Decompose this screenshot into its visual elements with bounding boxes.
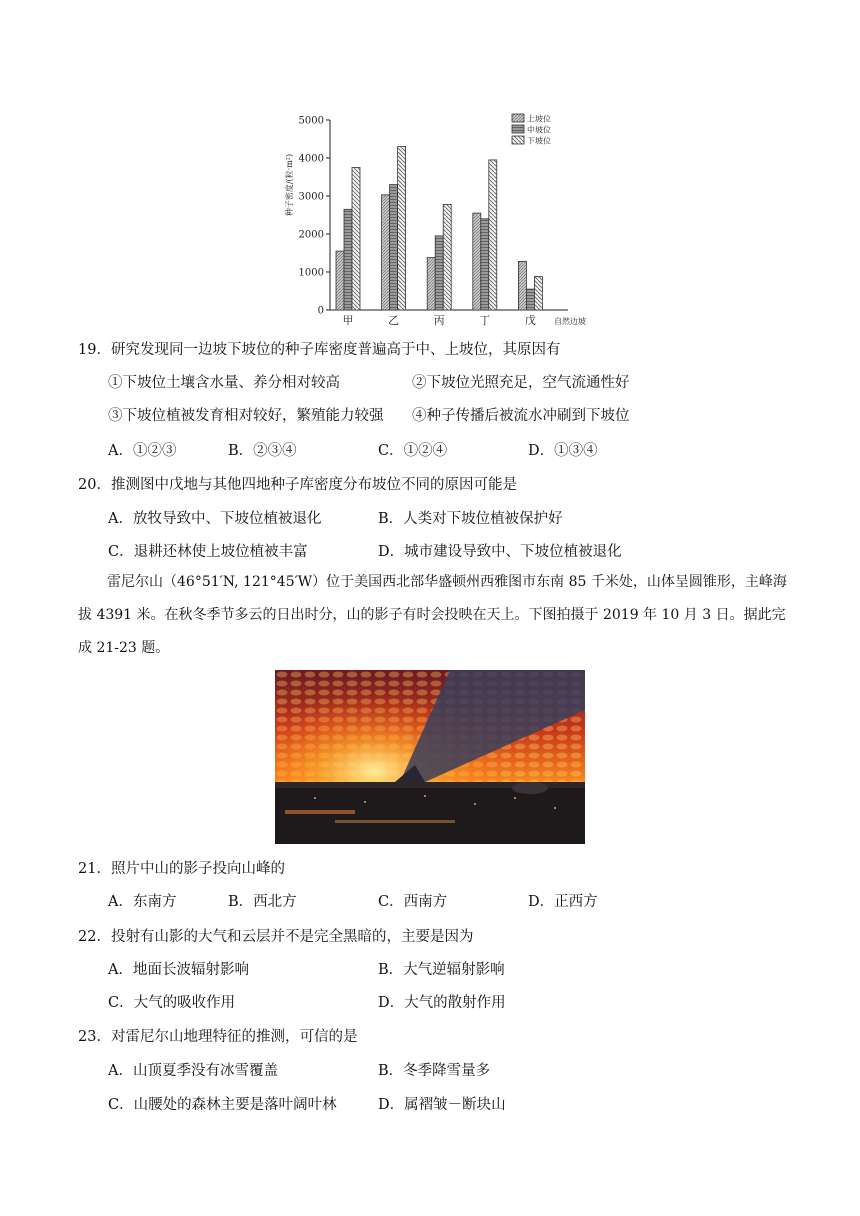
q21-option-a[interactable]: A．东南方	[108, 894, 177, 910]
q21-option-b[interactable]: B．西北方	[228, 894, 297, 910]
bar-丁-上坡位	[473, 213, 481, 310]
y-tick-label: 0	[317, 305, 324, 317]
y-tick-label: 5000	[298, 115, 324, 127]
bar-丁-下坡位	[489, 160, 497, 310]
q19-stem: 19．研究发现同一边坡下坡位的种子库密度普遍高于中、上坡位，其原因有	[78, 342, 561, 358]
legend-swatch	[512, 136, 524, 144]
q19-option-a[interactable]: A．①②③	[108, 443, 177, 459]
bar-甲-上坡位	[336, 251, 344, 310]
q20-option-a[interactable]: A．放牧导致中、下坡位植被退化	[108, 511, 322, 527]
q19-statement-4: ④种子传播后被流水冲刷到下坡位	[412, 408, 630, 424]
q19-option-d[interactable]: D．①③④	[528, 443, 598, 459]
y-tick-label: 1000	[298, 267, 324, 279]
q20-option-b[interactable]: B．人类对下坡位植被保护好	[378, 511, 563, 527]
bar-戊-上坡位	[518, 261, 526, 310]
q19-statement-2: ②下坡位光照充足，空气流通性好	[412, 375, 630, 391]
x-category-label: 丁	[479, 314, 491, 327]
q22-option-b[interactable]: B．大气逆辐射影响	[378, 962, 505, 978]
bar-丙-上坡位	[427, 258, 435, 310]
x-category-label: 丙	[433, 314, 445, 327]
q22-option-c[interactable]: C．大气的吸收作用	[108, 995, 236, 1011]
seed-density-chart	[278, 108, 594, 330]
q21-option-c[interactable]: C．西南方	[378, 894, 448, 910]
legend-swatch	[512, 125, 524, 133]
q21-option-d[interactable]: D．正西方	[528, 894, 598, 910]
reading-passage: 雷尼尔山（46°51′N, 121°45′W）位于美国西北部华盛顿州西雅图市东南 85 千米处，山体呈圆锥形，主峰海拔 4391 米。在秋冬季节多云的日出时分，山的影子有时会投映在天上。下图拍摄于 2019 年 10 月 3 日。据此完成 21-23 题。	[78, 574, 787, 656]
x-category-label: 甲	[342, 314, 354, 327]
y-tick-label: 3000	[298, 191, 324, 203]
q20-stem: 20．推测图中戊地与其他四地种子库密度分布坡位不同的原因可能是	[78, 477, 517, 493]
y-axis-label: 种子密度/(粒·m²)	[285, 153, 294, 217]
q20-option-d[interactable]: D．城市建设导致中、下坡位植被退化	[378, 544, 622, 560]
q19-statement-3: ③下坡位植被发育相对较好，繁殖能力较强	[108, 408, 384, 424]
y-tick-label: 4000	[298, 153, 324, 165]
legend-label: 下坡位	[527, 136, 551, 146]
bar-乙-上坡位	[382, 195, 390, 310]
bar-乙-下坡位	[398, 147, 406, 310]
q19-option-b[interactable]: B．②③④	[228, 443, 297, 459]
bar-甲-下坡位	[352, 168, 360, 311]
q23-stem: 23．对雷尼尔山地理特征的推测，可信的是	[78, 1029, 358, 1045]
chart-svg	[278, 108, 594, 330]
x-extra-label: 自然边坡	[554, 317, 586, 326]
q22-option-d[interactable]: D．大气的散射作用	[378, 995, 506, 1011]
q23-option-d[interactable]: D．属褶皱－断块山	[378, 1097, 506, 1113]
bar-戊-下坡位	[534, 277, 542, 310]
q19-option-c[interactable]: C．①②④	[378, 443, 448, 459]
bar-甲-中坡位	[344, 209, 352, 310]
q21-stem: 21．照片中山的影子投向山峰的	[78, 861, 285, 877]
bar-乙-中坡位	[390, 185, 398, 310]
legend-label: 中坡位	[527, 125, 551, 135]
x-category-label: 乙	[388, 314, 400, 327]
legend-label: 上坡位	[527, 114, 551, 124]
q23-option-b[interactable]: B．冬季降雪量多	[378, 1063, 491, 1079]
bar-丙-中坡位	[435, 236, 443, 310]
bar-丙-下坡位	[443, 204, 451, 310]
bar-丁-中坡位	[481, 219, 489, 310]
q22-option-a[interactable]: A．地面长波辐射影响	[108, 962, 249, 978]
y-tick-label: 2000	[298, 229, 324, 241]
x-category-label: 戊	[524, 314, 536, 327]
q20-option-c[interactable]: C．退耕还林使上坡位植被丰富	[108, 544, 308, 560]
q23-option-a[interactable]: A．山顶夏季没有冰雪覆盖	[108, 1063, 278, 1079]
q23-option-c[interactable]: C．山腰处的森林主要是落叶阔叶林	[108, 1097, 337, 1113]
bar-戊-中坡位	[526, 289, 534, 310]
mount-rainier-shadow-photo	[275, 670, 585, 844]
q22-stem: 22．投射有山影的大气和云层并不是完全黑暗的，主要是因为	[78, 929, 474, 945]
q19-statement-1: ①下坡位土壤含水量、养分相对较高	[108, 375, 340, 391]
legend-swatch	[512, 114, 524, 122]
